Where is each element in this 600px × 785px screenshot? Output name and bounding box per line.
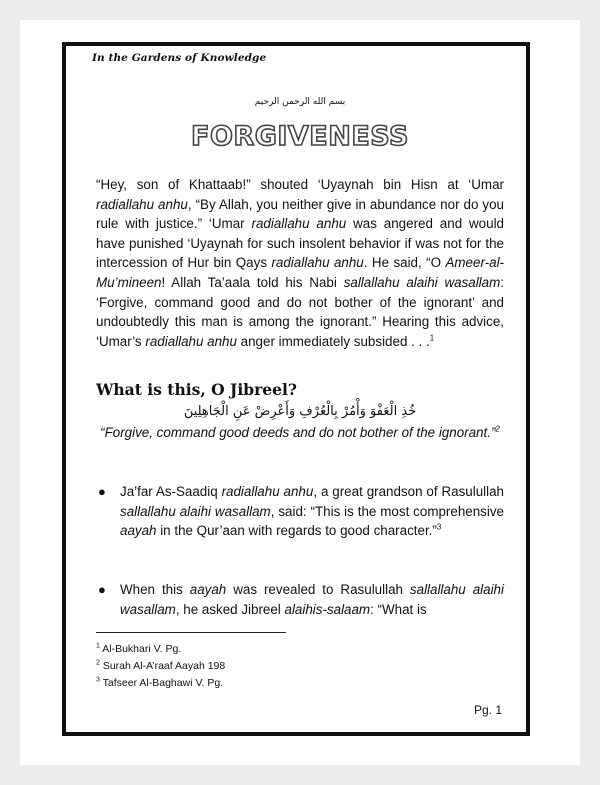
arabic-verse: خُذِ الْعَفْوَ وَأْمُرْ بِالْعُرْفِ وَأَعْرِضْ عَنِ الْجَاهِلِينَ — [183, 404, 417, 419]
bullet-text-run: : “What is — [370, 601, 427, 617]
term: aayah — [120, 523, 157, 539]
bullet-text-run: , he asked Jibreel — [175, 601, 285, 617]
bullet-dot-icon: ● — [98, 582, 106, 597]
footnote-text: Surah Al-A’raaf Aayah 198 — [102, 660, 226, 672]
story-text: was angered and would have punished ‘Uyaynah for such insolent behavior if was not for the intercession of Hur bin Qays — [96, 216, 504, 271]
bullet-text-run: When this — [120, 582, 190, 597]
bullet-text-run: , said: “This is the most comprehensive — [270, 503, 504, 519]
honorific: radiallahu anhu — [145, 333, 237, 349]
title-term: Ameer-al-Mu’mineen — [96, 255, 505, 290]
story-text: “Hey, son of Khattaab!” shouted ‘Uyaynah bin Hisn at ‘Umar — [96, 177, 504, 192]
story-text: ! Allah Ta’aala told his Nabi — [161, 274, 344, 290]
bismillah-inscription: بسم الله الرحمن الرحيم — [254, 97, 346, 107]
footnote-ref[interactable]: 2 — [495, 424, 500, 434]
footnote-ref[interactable]: 1 — [429, 333, 435, 343]
footnote-number: 1 — [96, 642, 100, 650]
footnote-text: Tafseer Al-Baghawi V. Pg. — [102, 677, 224, 689]
story-text: : ‘Forgive, command good and do not bother of the ignorant’ and undoubtedly this man is among the ignorant.” Hearing this advice, ‘Umar’s — [96, 274, 504, 349]
honorific: radiallahu anhu — [96, 196, 188, 212]
bullet-text-run: in the Qur’aan with regards to good character.” — [156, 523, 437, 539]
bullet-text-run: Ja’far As-Saadiq — [120, 484, 222, 499]
page-title: FORGIVENESS — [191, 121, 409, 152]
story-text: . He said, “O — [363, 255, 446, 271]
footnote-number: 2 — [96, 659, 100, 667]
translation-text: “Forgive, command good deeds and do not bother of the ignorant.” — [100, 425, 496, 440]
page-number: Pg. 1 — [474, 703, 503, 717]
section-heading: What is this, O Jibreel? — [96, 380, 297, 399]
bullet-dot-icon: ● — [98, 484, 106, 499]
story-text: anger immediately subsided . . . — [236, 333, 430, 349]
honorific: sallallahu alaihi wasallam — [343, 274, 501, 290]
footnote-item — [96, 675, 225, 692]
footnote-ref[interactable]: 3 — [436, 522, 442, 532]
story-text: , “By Allah, you neither give in abundance nor do you rule with justice.” ‘Umar — [96, 196, 504, 232]
running-header-book-title: In the Gardens of Knowledge — [92, 52, 267, 64]
honorific: alaihis-salaam — [284, 601, 371, 617]
honorific: sallallahu alaihi wasallam — [120, 503, 271, 519]
story-paragraph — [96, 175, 504, 351]
footnote-number: 3 — [96, 676, 100, 684]
footnote-item — [96, 641, 225, 658]
term: aayah — [189, 582, 227, 597]
honorific: sallallahu alaihi wasallam — [120, 582, 504, 617]
honorific: radiallahu anhu — [251, 216, 347, 232]
bullet-text — [120, 580, 504, 619]
bullet-text-run: was revealed to Rasulullah — [226, 582, 410, 597]
footnotes — [96, 641, 225, 692]
footnote-divider — [96, 632, 286, 633]
bullet-text-run: , a great grandson of Rasulullah — [313, 484, 505, 499]
bullet-item — [96, 580, 504, 619]
bullet-text — [120, 482, 504, 541]
verse-translation — [96, 423, 504, 443]
honorific: radiallahu anhu — [221, 484, 314, 499]
footnote-text: Al-Bukhari V. Pg. — [102, 643, 182, 655]
footnote-item — [96, 658, 225, 675]
honorific: radiallahu anhu — [271, 255, 364, 271]
bullet-item — [96, 482, 504, 541]
